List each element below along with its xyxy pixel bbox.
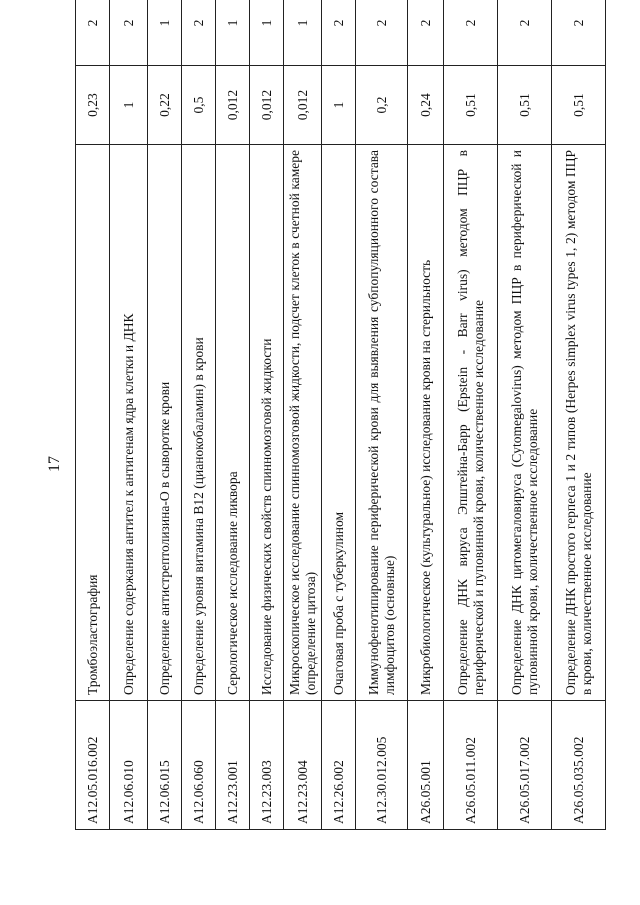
service-code: A12.23.003 bbox=[250, 701, 284, 830]
service-name: Определение ДНК простого герпеса 1 и 2 типов (Herpes simplex virus types 1, 2) методом ПЦР в крови, количественное исследование bbox=[552, 145, 606, 701]
table-row bbox=[216, 0, 250, 830]
frequency-value: 1 bbox=[110, 66, 148, 145]
service-name: Исследование физических свойств спинномозговой жидкости bbox=[250, 145, 284, 701]
frequency-value: 0,5 bbox=[182, 66, 216, 145]
frequency-value: 0,22 bbox=[148, 66, 182, 145]
service-code: A12.23.004 bbox=[284, 701, 322, 830]
frequency-value: 0,012 bbox=[284, 66, 322, 145]
frequency-value: 0,51 bbox=[444, 66, 498, 145]
service-name: Микроскопическое исследование спинномозговой жидкости, подсчет клеток в счетной камере (определение цитоза) bbox=[284, 145, 322, 701]
service-code: A12.30.012.005 bbox=[356, 701, 408, 830]
service-code: A12.06.060 bbox=[182, 701, 216, 830]
service-name: Определение ДНК цитомегаловируса (Cytomegalovirus) методом ПЦР в периферической и пуповинной крови, количественное исследование bbox=[498, 145, 552, 701]
service-code: A12.23.001 bbox=[216, 701, 250, 830]
service-name: Микробиологическое (культуральное) исследование крови на стерильность bbox=[408, 145, 444, 701]
service-code: A12.26.002 bbox=[322, 701, 356, 830]
frequency-value: 0,2 bbox=[356, 66, 408, 145]
frequency-value: 0,51 bbox=[552, 66, 606, 145]
table-row bbox=[498, 0, 552, 830]
frequency-value: 1 bbox=[322, 66, 356, 145]
multiplicity-value: 2 bbox=[76, 0, 110, 66]
service-code: A26.05.017.002 bbox=[498, 701, 552, 830]
multiplicity-value: 2 bbox=[498, 0, 552, 66]
table-row bbox=[110, 0, 148, 830]
service-name: Серологическое исследование ликвора bbox=[216, 145, 250, 701]
table-row bbox=[182, 0, 216, 830]
service-code: A12.05.016.002 bbox=[76, 701, 110, 830]
multiplicity-value: 2 bbox=[552, 0, 606, 66]
service-name: Тромбоэластография bbox=[76, 145, 110, 701]
multiplicity-value: 1 bbox=[284, 0, 322, 66]
table-row bbox=[356, 0, 408, 830]
frequency-value: 0,51 bbox=[498, 66, 552, 145]
table-row bbox=[322, 0, 356, 830]
table-row bbox=[444, 0, 498, 830]
service-name: Очаговая проба с туберкулином bbox=[322, 145, 356, 701]
multiplicity-value: 2 bbox=[110, 0, 148, 66]
multiplicity-value: 1 bbox=[250, 0, 284, 66]
service-code: A12.06.015 bbox=[148, 701, 182, 830]
page-number-strip bbox=[20, 0, 80, 905]
service-code: A26.05.001 bbox=[408, 701, 444, 830]
service-code: A26.05.011.002 bbox=[444, 701, 498, 830]
multiplicity-value: 2 bbox=[408, 0, 444, 66]
service-name: Иммунофенотипирование периферической крови для выявления субпопуляционного состава лимфоцитов (основные) bbox=[356, 145, 408, 701]
multiplicity-value: 2 bbox=[444, 0, 498, 66]
multiplicity-value: 1 bbox=[216, 0, 250, 66]
multiplicity-value: 2 bbox=[322, 0, 356, 66]
rotated-page bbox=[75, 19, 595, 830]
service-code: A26.05.035.002 bbox=[552, 701, 606, 830]
service-code: A12.06.010 bbox=[110, 701, 148, 830]
service-name: Определение уровня витамина B12 (цианокобаламин) в крови bbox=[182, 145, 216, 701]
table-row bbox=[284, 0, 322, 830]
multiplicity-value: 2 bbox=[356, 0, 408, 66]
table-row bbox=[408, 0, 444, 830]
table-row bbox=[76, 0, 110, 830]
frequency-value: 0,24 bbox=[408, 66, 444, 145]
frequency-value: 0,012 bbox=[216, 66, 250, 145]
frequency-value: 0,23 bbox=[76, 66, 110, 145]
service-name: Определение содержания антител к антигенам ядра клетки и ДНК bbox=[110, 145, 148, 701]
multiplicity-value: 1 bbox=[148, 0, 182, 66]
page-number: 17 bbox=[46, 456, 63, 472]
multiplicity-value: 2 bbox=[182, 0, 216, 66]
table-row bbox=[552, 0, 606, 830]
table-row bbox=[250, 0, 284, 830]
table-row bbox=[148, 0, 182, 830]
service-name: Определение ДНК вируса Эпштейна-Барр (Epstein - Barr virus) методом ПЦР в периферической и пуповинной крови, количественное исследование bbox=[444, 145, 498, 701]
frequency-value: 0,012 bbox=[250, 66, 284, 145]
services-table bbox=[75, 0, 606, 830]
service-name: Определение антистрептолизина-О в сыворотке крови bbox=[148, 145, 182, 701]
